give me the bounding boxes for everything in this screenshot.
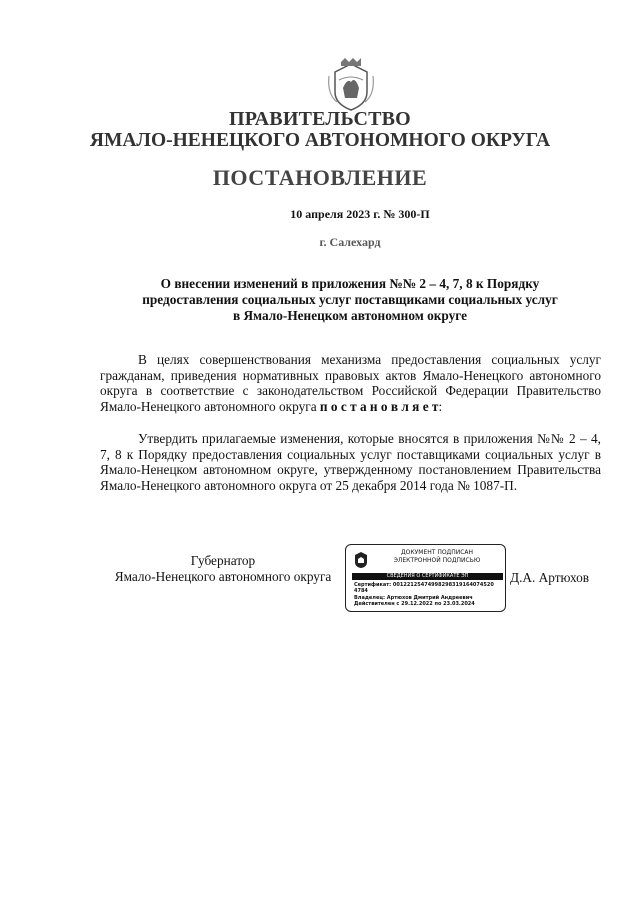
decision-paragraph bbox=[100, 431, 601, 494]
stamp-heading-line: ЭЛЕКТРОННОЙ ПОДПИСЬЮ bbox=[393, 557, 481, 564]
title-line: О внесении изменений в приложения №№ 2 – 4, 7, 8 к Порядку bbox=[160, 276, 540, 291]
stamp-heading bbox=[372, 549, 502, 565]
preamble-text: В целях совершенствования механизма предоставления социальных услуг гражданам, приведения нормативных правовых актов Ямало-Ненецкого автономного округа в соответствие с законодательством Российской Федерации Правительство Ямало-Ненецкого автономного округа bbox=[100, 352, 601, 415]
document-title bbox=[100, 276, 600, 324]
title-line: предоставления социальных услуг поставщиками социальных услуг bbox=[142, 292, 558, 307]
yanao-coat-of-arms-icon bbox=[327, 58, 375, 112]
stamp-certificate-bar: СВЕДЕНИЯ О СЕРТИФИКАТЕ ЭП bbox=[352, 573, 503, 580]
resolves-word: п о с т а н о в л я е т bbox=[319, 399, 439, 415]
preamble-paragraph bbox=[100, 352, 601, 415]
document-type: ПОСТАНОВЛЕНИЕ bbox=[212, 165, 428, 190]
stamp-validity: Действителен с 29.12.2022 по 23.03.2024 bbox=[354, 601, 475, 607]
region-name: ЯМАЛО-НЕНЕЦКОГО АВТОНОМНОГО ОКРУГА bbox=[89, 130, 551, 151]
decision-text: Утвердить прилагаемые изменения, которые вносятся в приложения №№ 2 – 4, 7, 8 к Порядку предоставления социальных услуг поставщиками социальных услуг в Ямало-Ненецком автономном округе, утвержденному постановлением Правительства Ямало-Ненецкого автономного округа от 25 декабря 2014 года № 1087-П. bbox=[100, 431, 601, 494]
coat-of-arms-icon bbox=[352, 551, 370, 569]
stamp-owner: Владелец: Артюхов Дмитрий Андреевич bbox=[354, 595, 473, 601]
preamble-end: : bbox=[438, 399, 443, 415]
signatory-position: Губернатор bbox=[190, 553, 256, 568]
signatory-region: Ямало-Ненецкого автономного округа bbox=[114, 569, 332, 584]
signatory-name: Д.А. Артюхов bbox=[510, 570, 590, 585]
stamp-certificate: Сертификат: 00122125474998298319164074520 bbox=[354, 582, 494, 588]
signatory-title bbox=[100, 553, 346, 585]
title-line: в Ямало-Ненецком автономном округе bbox=[232, 308, 468, 323]
document-date-number: 10 апреля 2023 г. № 300-П bbox=[290, 207, 430, 221]
stamp-certificate-tail: 4784 bbox=[354, 588, 368, 594]
electronic-signature-stamp bbox=[345, 544, 506, 612]
document-city: г. Салехард bbox=[319, 235, 381, 249]
government-name: ПРАВИТЕЛЬСТВО bbox=[229, 108, 411, 130]
stamp-heading-line: ДОКУМЕНТ ПОДПИСАН bbox=[400, 549, 474, 556]
